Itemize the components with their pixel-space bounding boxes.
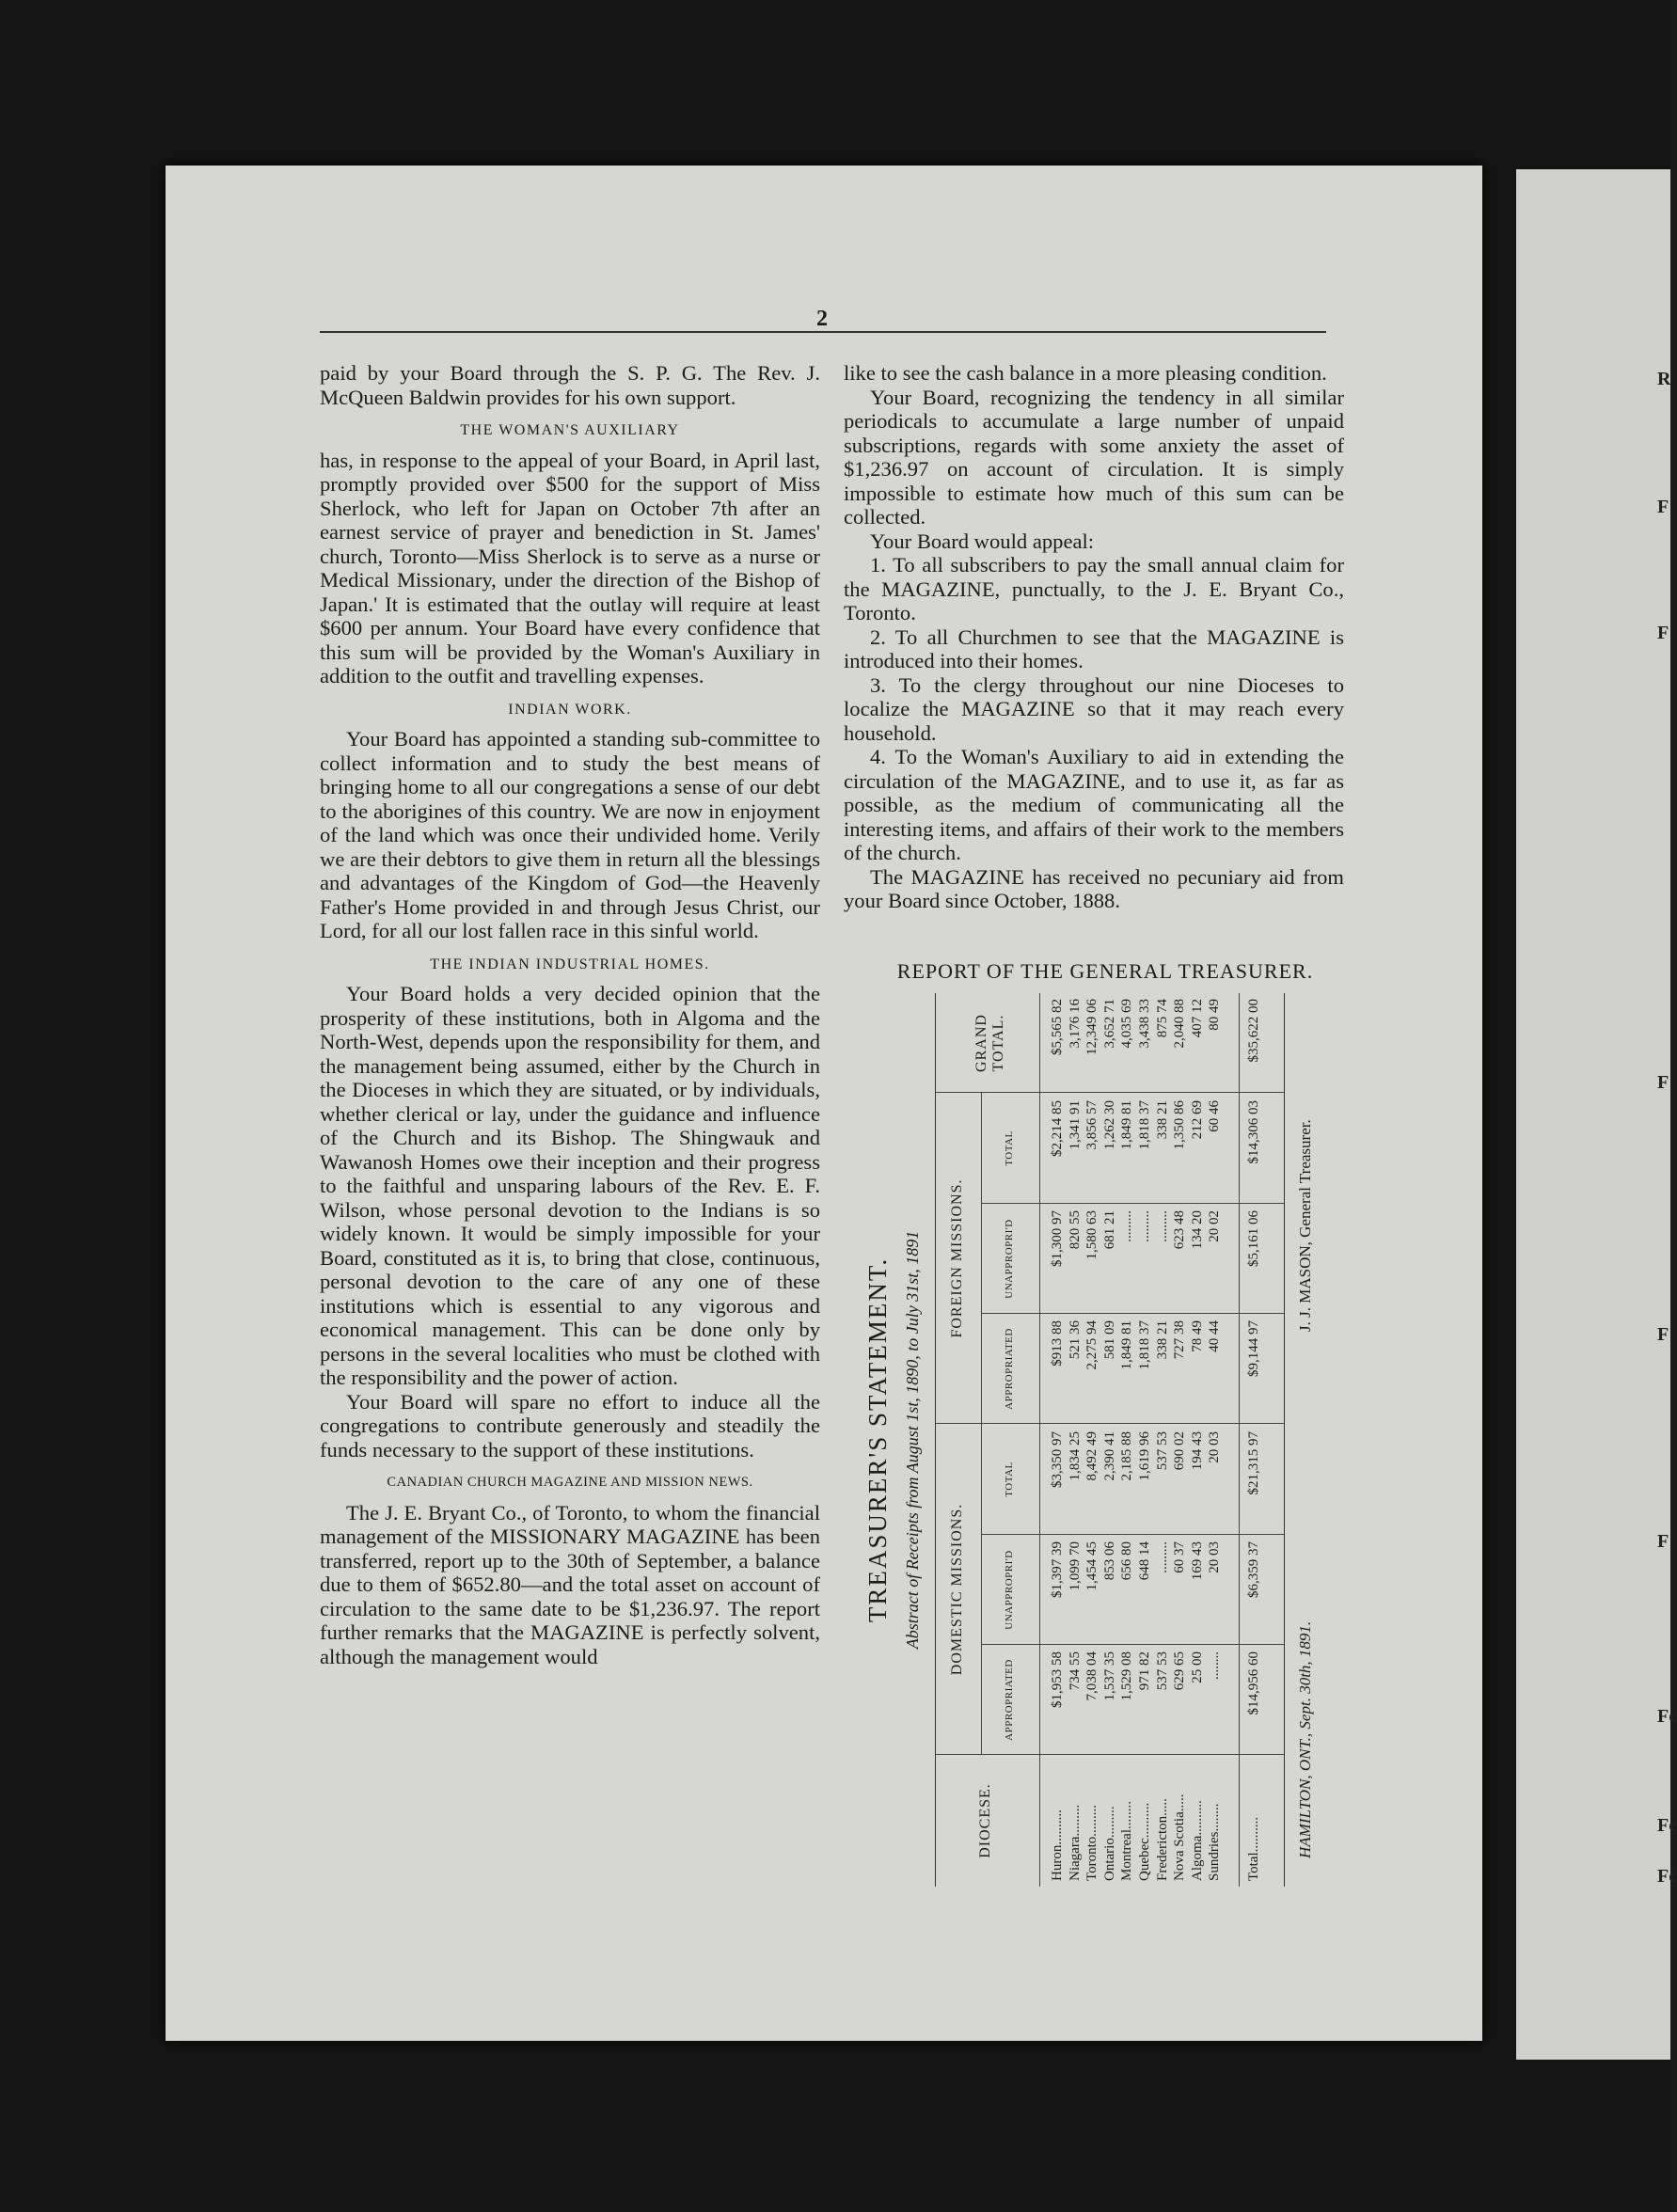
paragraph: 2. To all Churchmen to see that the MAGAZINE is introduced into their homes. <box>844 624 1344 672</box>
section-heading: INDIAN WORK. <box>508 701 632 718</box>
paragraph: 1. To all subscribers to pay the small annual claim for the MAGAZINE, punctually, to the J. E. Bryant Co., Toronto. <box>844 553 1344 624</box>
place-date: HAMILTON, ONT., Sept. 30th, 1891. <box>1296 1620 1314 1858</box>
page-number: 2 <box>816 307 828 331</box>
domestic-unappropriated-values: $1,397 39 1,099 70 1,454 45 853 06 656 80 648 14 ......... 60 37 169 43 20 03 <box>1050 1541 1223 1598</box>
paragraph: 4. To the Woman's Auxiliary to aid in extending the circulation of the MAGAZINE, and to use it, as far as possible, as the medium of communicating all the interesting items, and affairs of their work to the members of the church. <box>844 745 1344 864</box>
subheader-unappropriated: UNAPPROPRI'D <box>1004 1219 1015 1299</box>
paragraph: Your Board will spare no effort to induce all the congregations to contribute generously and steadily the funds necessary to the support of these institutions. <box>320 1389 820 1462</box>
treasurer-signature: J. J. MASON, General Treasurer. <box>1296 1119 1314 1332</box>
adjacent-page-letter: F <box>1657 497 1669 517</box>
subheader-appropriated: APPROPRIATED <box>1004 1659 1015 1741</box>
header-grand-total: GRAND TOTAL. <box>973 1014 1006 1072</box>
header-divider <box>981 1093 982 1755</box>
adjacent-page-letter: F <box>1657 1324 1669 1345</box>
foreign-appropriated-values: $913 88 521 36 2,275 94 581 09 1,849 81 1,818 37 338 21 727 38 78 49 40 44 <box>1050 1320 1223 1370</box>
header-diocese: DIOCESE. <box>977 1783 993 1858</box>
adjacent-page-letter: F <box>1657 1072 1669 1093</box>
header-foreign: FOREIGN MISSIONS. <box>949 1178 965 1338</box>
diocese-list: Huron.......... Niagara......... Toronto......... Ontario......... Montreal........ Quebec.......... Fredericton..... Nova Scotia..... Algoma.......... Sundries........ <box>1050 1793 1223 1881</box>
paragraph: The J. E. Bryant Co., of Toronto, to whom the financial management of the MISSIONARY MAGAZINE has been transferred, report up to the 30th of September, a balance due to them of $652.80—and the total asset on account of circulation to the same date to be $1,236.97. The report further remarks that the MAGAZINE is perfectly solvent, although the management would <box>320 1500 820 1668</box>
domestic-total-values: $3,350 97 1,834 25 8,492 49 2,390 41 2,185 88 1,619 96 537 53 690 02 194 43 20 03 <box>1050 1431 1223 1488</box>
paragraph: The MAGAZINE has received no pecuniary aid from your Board since October, 1888. <box>844 864 1344 912</box>
paragraph: paid by your Board through the S. P. G. The Rev. J. McQueen Baldwin provides for his own support. <box>320 361 820 409</box>
report-title: REPORT OF THE GENERAL TREASURER. <box>896 959 1314 983</box>
total-foreign-unappropriated: $5,161 06 <box>1246 1210 1261 1267</box>
adjacent-page-letter: F <box>1657 623 1669 643</box>
section-heading: THE INDIAN INDUSTRIAL HOMES. <box>430 956 710 972</box>
adjacent-page-edge <box>1516 169 1670 2060</box>
total-foreign-appropriated: $9,144 97 <box>1246 1320 1261 1377</box>
subheader-total: TOTAL <box>1004 1130 1015 1166</box>
treasurer-statement-table <box>854 984 1337 1896</box>
foreign-unappropriated-values: $1,300 97 820 55 1,580 63 681 21 ......... ......... ......... 623 48 134 20 20 02 <box>1050 1210 1223 1267</box>
section-heading: CANADIAN CHURCH MAGAZINE AND MISSION NEWS. <box>387 1475 753 1490</box>
left-column <box>320 361 820 1668</box>
grand-total-values: $5,565 82 3,176 16 12,349 06 3,652 71 4,035 69 3,438 33 875 74 2,040 88 407 12 80 49 <box>1050 999 1223 1055</box>
total-grand-total: $35,622 00 <box>1246 999 1261 1063</box>
paragraph: Your Board has appointed a standing sub-committee to collect information and to study the best means of bringing home to all our congregations a sense of our debt to the aborigines of this country. We are now in enjoyment of the land which was once their undivided home. Verily we are their debtors to give them in return all the blessings and advantages of the Kingdom of God—the Heavenly Father's Home provided in and through Jesus Christ, our Lord, for all our lost fallen race in this sinful world. <box>320 727 820 942</box>
paragraph: like to see the cash balance in a more pleasing condition. <box>844 361 1327 385</box>
adjacent-page-letter: F <box>1657 1531 1669 1552</box>
header-domestic: DOMESTIC MISSIONS. <box>949 1503 965 1676</box>
foreign-total-values: $2,214 85 1,341 91 3,856 57 1,262 30 1,849 81 1,818 37 338 21 1,350 86 212 69 60 46 <box>1050 1100 1223 1157</box>
adjacent-page-letter: Fc <box>1657 1815 1677 1836</box>
table-title: TREASURER'S STATEMENT. <box>863 1256 892 1623</box>
domestic-appropriated-values: $1,953 58 734 55 7,038 04 1,537 35 1,529 08 971 82 537 53 629 65 25 00 ........ <box>1050 1651 1223 1708</box>
table-grid <box>935 993 1285 1887</box>
total-label: Total.......... <box>1246 1816 1261 1881</box>
paragraph: has, in response to the appeal of your Board, in April last, promptly provided over $500 for the support of Miss Sherlock, who left for Japan on October 7th after an earnest service of prayer and benediction in St. James' church, Toronto—Miss Sherlock is to serve as a nurse or Medical Missionary, under the direction of the Bishop of Japan.' It is estimated that the outlay will require at least $600 per annum. Your Board have every confidence that this sum will be provided by the Woman's Auxiliary in addition to the outfit and travelling expenses. <box>320 448 820 687</box>
section-heading: THE WOMAN'S AUXILIARY <box>460 422 680 438</box>
adjacent-page-letter: Fc <box>1657 1706 1677 1727</box>
adjacent-page-letter: R <box>1657 369 1671 389</box>
right-column <box>844 361 1344 913</box>
subheader-unappropriated: UNAPPROPRI'D <box>1004 1550 1015 1630</box>
subheader-total: TOTAL <box>1004 1462 1015 1497</box>
paragraph: Your Board holds a very decided opinion that the prosperity of these institutions, both in Algoma and the North-West, depends upon the responsibility for them, and the management being assumed, either by the Church in the Dioceses in which they are situated, or by individuals, whether clerical or lay, under the guidance and influence of the Church and its Bishop. The Shingwauk and Wawanosh Homes owe their inception and their progress to the faithful and unsparing labours of the Rev. E. F. Wilson, whose personal devotion to the Indians is so widely known. It would be simply impossible for your Board, constituted as it is, to bring that close, continuous, personal devotion to the care of any one of these institutions which is essential to any vigorous and economical management. This can be done only by persons in the several localities who must be clothed with the responsibility and the power of action. <box>320 982 820 1389</box>
paragraph: 3. To the clergy throughout our nine Dioceses to localize the MAGAZINE so that it may reach every household. <box>844 672 1344 745</box>
header-rule <box>320 331 1326 333</box>
subheader-appropriated: APPROPRIATED <box>1004 1328 1015 1410</box>
total-divider <box>1239 993 1240 1887</box>
table-subtitle: Abstract of Receipts from August 1st, 1890, to July 31st, 1891 <box>903 1230 922 1650</box>
rotated-table-content <box>854 984 1337 1896</box>
total-foreign-total: $14,306 03 <box>1246 1100 1261 1164</box>
total-domestic-appropriated: $14,956 60 <box>1246 1651 1261 1715</box>
adjacent-page-letter: Fc <box>1657 1866 1677 1887</box>
total-domestic-total: $21,315 97 <box>1246 1431 1261 1495</box>
paragraph: Your Board would appeal: <box>870 529 1095 553</box>
paragraph: Your Board, recognizing the tendency in all similar periodicals to accumulate a large number of unpaid subscriptions, regards with some anxiety the asset of $1,236.97 on account of circulation. It is simply impossible to estimate how much of this sum can be collected. <box>844 385 1344 529</box>
total-domestic-unappropriated: $6,359 37 <box>1246 1541 1261 1598</box>
header-divider <box>1039 993 1040 1887</box>
